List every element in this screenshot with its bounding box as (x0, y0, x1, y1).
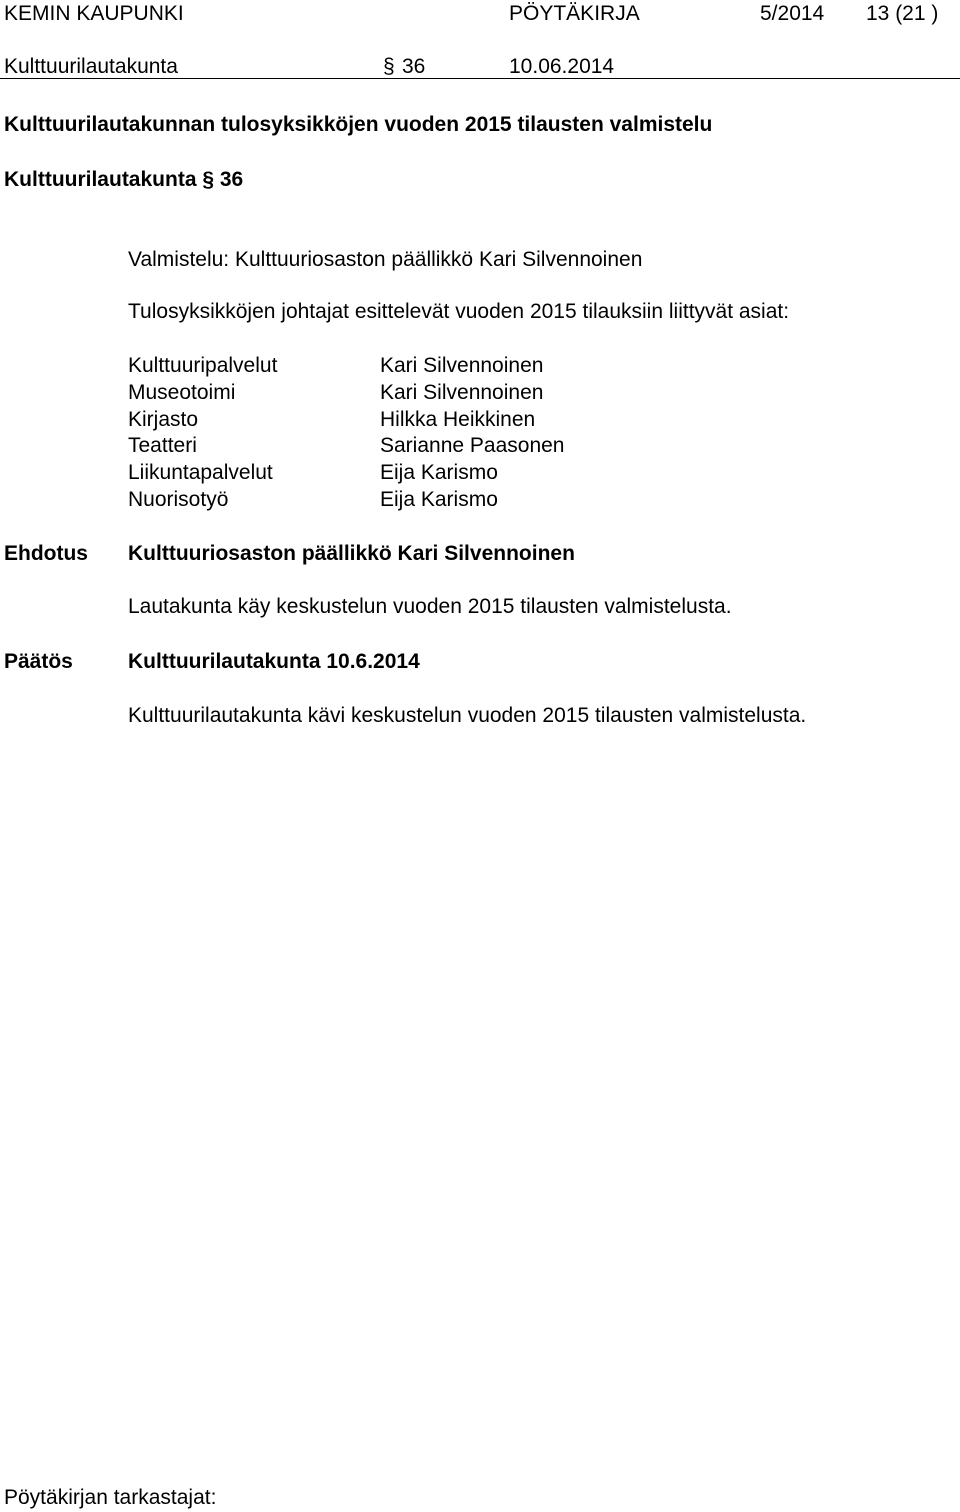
document-title: Kulttuurilautakunnan tulosyksikköjen vuoden 2015 tilausten valmistelu (4, 113, 713, 136)
unit-name: Kulttuuripalvelut (128, 354, 278, 377)
proposal-text: Lautakunta käy keskustelun vuoden 2015 tilausten valmistelusta. (128, 595, 732, 618)
section-symbol: § (383, 55, 395, 78)
unit-person: Sarianne Paasonen (380, 434, 565, 458)
unit-name: Liikuntapalvelut (128, 461, 273, 485)
proposal-label: Ehdotus (4, 542, 88, 565)
proposal-presenter: Kulttuuriosaston päällikkö Kari Silvennoinen (128, 542, 575, 565)
unit-name: Kirjasto (128, 407, 199, 431)
section-number: 36 (402, 55, 426, 78)
unit-person: Eija Karismo (380, 487, 498, 511)
page-number: 13 (21 ) (866, 2, 939, 25)
decision-label: Päätös (4, 650, 73, 673)
decision-heading: Kulttuurilautakunta 10.6.2014 (128, 650, 420, 673)
intro-line: Tulosyksikköjen johtajat esittelevät vuoden 2015 tilauksiin liittyvät asiat: (128, 300, 790, 323)
document-type: PÖYTÄKIRJA (509, 2, 640, 25)
decision-text: Kulttuurilautakunta kävi keskustelun vuoden 2015 tilausten valmistelusta. (128, 704, 807, 727)
organization-name: KEMIN KAUPUNKI (4, 2, 184, 25)
unit-list (128, 353, 277, 514)
unit-name: Museotoimi (128, 380, 236, 404)
unit-person: Kari Silvennoinen (380, 380, 544, 404)
unit-person: Hilkka Heikkinen (380, 407, 536, 431)
meeting-date: 10.06.2014 (509, 55, 615, 78)
person-list (380, 353, 564, 514)
preparation-line: Valmistelu: Kulttuuriosaston päällikkö Kari Silvennoinen (128, 248, 643, 271)
header-rule (0, 78, 960, 79)
document-number: 5/2014 (760, 2, 825, 25)
section-heading: Kulttuurilautakunta § 36 (4, 168, 244, 191)
reviewers-label: Pöytäkirjan tarkastajat: (4, 1486, 217, 1509)
unit-person: Eija Karismo (380, 461, 498, 485)
unit-name: Nuorisotyö (128, 487, 229, 511)
unit-name: Teatteri (128, 434, 197, 458)
committee-name: Kulttuurilautakunta (4, 55, 178, 78)
unit-person: Kari Silvennoinen (380, 354, 544, 377)
